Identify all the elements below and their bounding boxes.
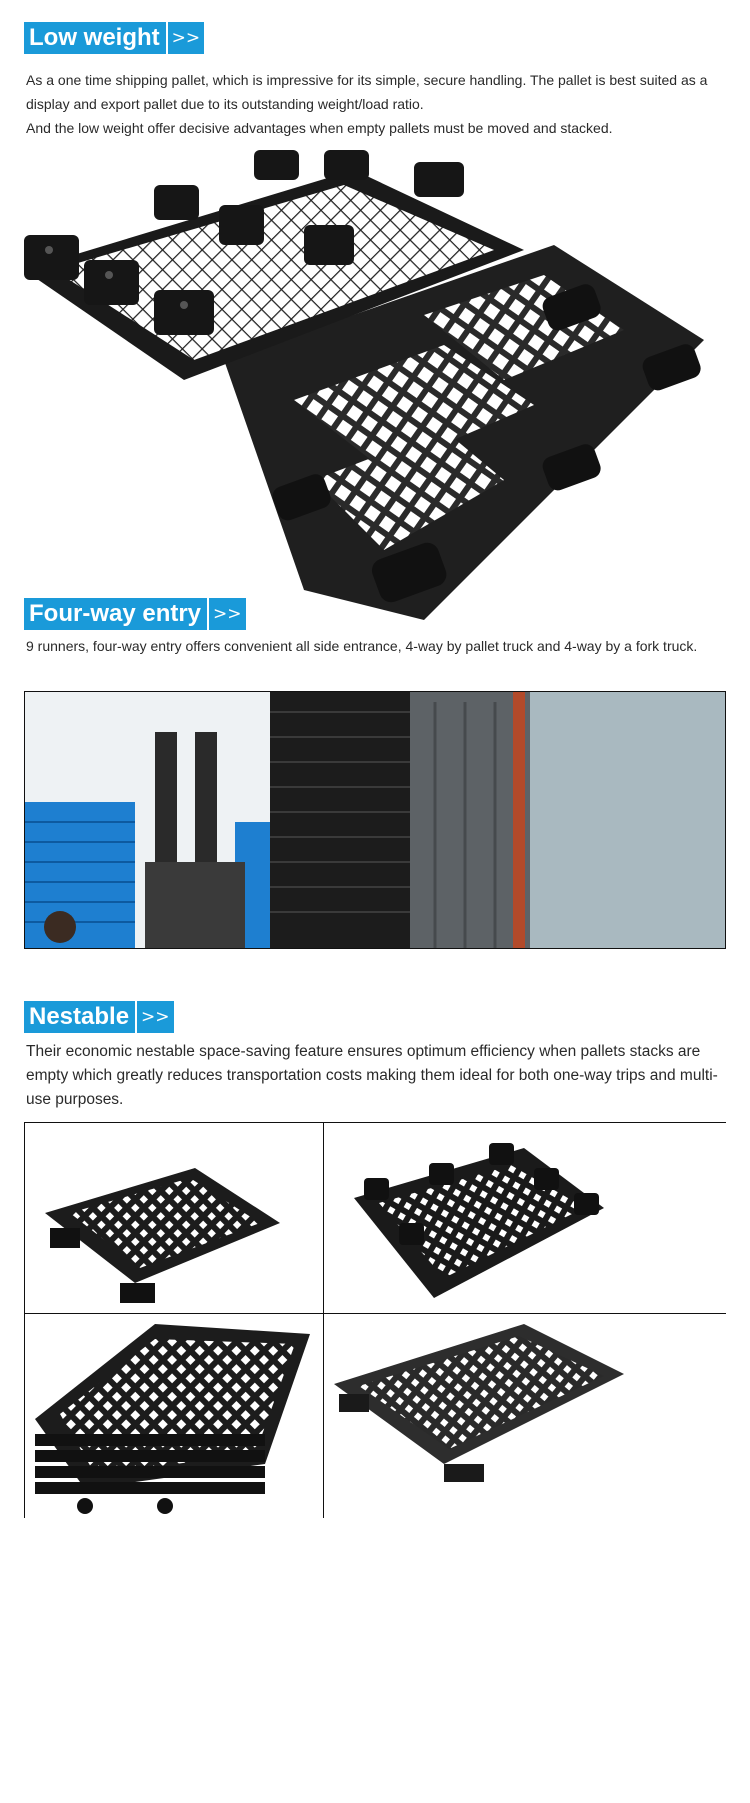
section-paragraph: Their economic nestable space-saving feature ensures optimum efficiency when pallets stacks are empty which greatly reduces transportation costs making them ideal for both one-way trips and multi-use purposes. — [26, 1043, 718, 1108]
pallet-image-grid — [24, 1122, 726, 1518]
double-chevron-right-icon: >> — [137, 1001, 174, 1033]
section-paragraph: 9 runners, four-way entry offers convenient all side entrance, 4-way by pallet truck and 4-way by a fork truck. — [26, 638, 698, 654]
pallet-image — [324, 1314, 727, 1518]
pallet-image — [324, 1123, 727, 1313]
double-chevron-right-icon: >> — [168, 22, 205, 54]
section-paragraph: And the low weight offer decisive advantages when empty pallets must be moved and stacked. — [26, 120, 613, 136]
section-header-four-way-entry — [24, 598, 246, 630]
pallet-image — [25, 1314, 323, 1518]
double-chevron-right-icon: >> — [209, 598, 246, 630]
section-title: Low weight — [24, 22, 166, 54]
section-header-nestable — [24, 1001, 174, 1033]
section-header-low-weight — [24, 22, 204, 54]
forklift-container-image — [24, 691, 726, 949]
pallet-image — [25, 1123, 323, 1313]
pallet-nesting-image — [24, 150, 726, 630]
section-title: Nestable — [24, 1001, 135, 1033]
section-title: Four-way entry — [24, 598, 207, 630]
section-paragraph: As a one time shipping pallet, which is impressive for its simple, secure handling. The pallet is best suited as a display and export pallet due to its outstanding weight/load ratio. — [26, 72, 708, 112]
